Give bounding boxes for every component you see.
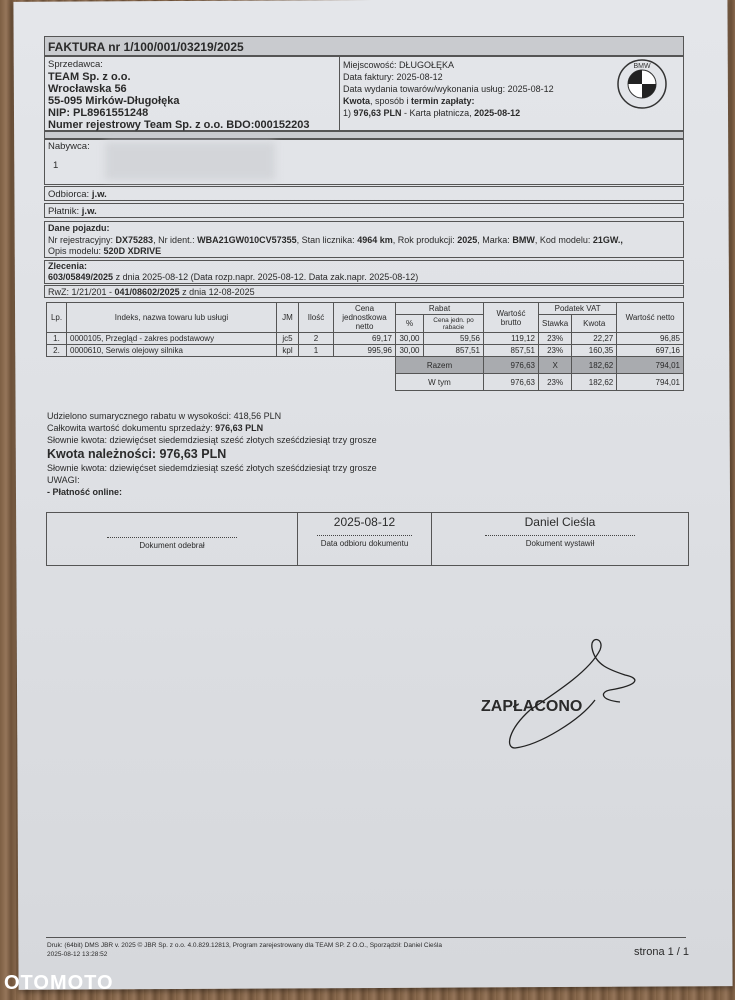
payer-label: Płatnik: — [48, 206, 80, 217]
total-net: 794,01 — [617, 357, 684, 374]
notes-label: UWAGI: — [47, 475, 80, 485]
seller-city: 55-095 Mirków-Długołęka — [48, 95, 180, 107]
issue-label: Data wydania towarów/wykonania usług: — [343, 84, 506, 94]
cell-gross: 119,12 — [484, 333, 539, 345]
buyer-box — [44, 139, 684, 185]
col-price: Cena jednostkowa netto — [334, 303, 396, 333]
total-doc-value: 976,63 PLN — [215, 423, 264, 433]
cell-rate: 23% — [539, 345, 572, 357]
vin-label: , Nr ident.: — [153, 234, 195, 245]
col-pct: % — [396, 315, 424, 333]
cell-price: 69,17 — [334, 333, 396, 345]
discount-label: Udzielono sumarycznego rabatu w wysokości: — [47, 411, 232, 421]
payer-value: j.w. — [81, 206, 97, 217]
make: BMW — [512, 234, 535, 245]
words-value-2: dziewięćset siedemdziesiąt sześć złotych sześćdziesiąt trzy grosze — [109, 463, 377, 473]
seller-reg: Numer rejestrowy Team Sp. z o.o. BDO:000152203 — [48, 119, 310, 131]
vehicle-box — [44, 221, 684, 258]
pay-date: 2025-08-12 — [474, 108, 521, 118]
col-qty: Ilość — [299, 303, 334, 333]
seller-label: Sprzedawca: — [48, 59, 103, 70]
invoice-title: FAKTURA nr 1/100/001/03219/2025 — [48, 40, 244, 54]
cell-qty: 2 — [299, 333, 334, 345]
order-details: z dnia 2025-08-12 (Data rozp.napr. 2025-08-12. Data zak.napr. 2025-08-12) — [113, 272, 419, 282]
discount-value: 418,56 PLN — [233, 411, 282, 421]
col-net: Wartość netto — [617, 303, 684, 333]
issuer-name: Daniel Cieśla — [524, 515, 596, 529]
cell-lp: 1. — [47, 333, 67, 345]
signature-box — [46, 512, 689, 566]
words-label: Słownie kwota: — [47, 435, 108, 445]
footer — [47, 941, 442, 959]
footer-divider — [46, 937, 686, 938]
model-code: 21GW., — [592, 234, 623, 245]
invoice-date: 2025-08-12 — [396, 72, 443, 82]
print-datetime: 2025-08-12 13:28:52 — [47, 951, 108, 958]
reg-label: Nr rejestracyjny: — [48, 234, 114, 245]
total-doc-label: Całkowita wartość dokumentu sprzedaży: — [47, 423, 213, 433]
col-vat: Podatek VAT — [539, 303, 617, 315]
odometer: 4964 km — [357, 234, 393, 245]
col-lp: Lp. — [47, 303, 67, 333]
reg-number: DX75283 — [115, 234, 154, 245]
date-label: Data faktury: — [343, 72, 395, 82]
cell-amount: 160,35 — [572, 345, 617, 357]
rwz-number: 041/08602/2025 — [114, 287, 180, 297]
recipient-label: Odbiorca: — [48, 189, 90, 200]
pay-prefix: 1) — [343, 108, 354, 118]
words-label-2: Słownie kwota: — [47, 463, 108, 473]
received-cell — [47, 513, 298, 565]
bmw-logo-icon — [615, 57, 669, 111]
model-label: Opis modelu: — [48, 246, 102, 256]
cell-pct: 30,00 — [396, 345, 424, 357]
print-info: Druk: (64bit) DMS JBR v. 2025 © JBR Sp. z o.o. 4.0.829.12813, Program zarejestrowany dla TEAM SP. Z O.O., Sporządził: Daniel Cieśla — [47, 942, 442, 949]
info-box — [339, 56, 684, 131]
odo-label: , Stan licznika: — [296, 234, 355, 245]
recipient-value: j.w. — [91, 189, 107, 200]
seller-box — [44, 56, 340, 131]
cell-name: 0000105, Przegląd - zakres podstawowy — [67, 333, 277, 345]
table-row — [47, 345, 684, 357]
title-bar — [44, 36, 684, 56]
signature-scribble-icon — [500, 630, 650, 760]
cell-jm: kpl — [277, 345, 299, 357]
incl-row — [47, 374, 684, 391]
recipient-row — [44, 186, 684, 201]
pay-amount: 976,63 PLN — [353, 108, 402, 118]
place: DŁUGOŁĘKA — [399, 60, 455, 70]
payer-row — [44, 203, 684, 218]
received-label: Dokument odebrał — [139, 541, 205, 550]
pay-label-amount: Kwota — [343, 96, 370, 106]
total-amount: 182,62 — [572, 357, 617, 374]
cell-lp: 2. — [47, 345, 67, 357]
rwz-prefix: RwZ: 1/21/201 - — [48, 287, 115, 297]
redacted-area — [105, 142, 275, 180]
items-table — [46, 302, 684, 391]
page-number: strona 1 / 1 — [634, 946, 690, 958]
cell-pct: 30,00 — [396, 333, 424, 345]
divider-bar — [44, 131, 684, 139]
place-label: Miejscowość: — [343, 60, 397, 70]
date-label: Data odbioru dokumentu — [320, 539, 409, 548]
total-gross: 976,63 — [484, 357, 539, 374]
receipt-date: 2025-08-12 — [333, 515, 396, 529]
rwz-row — [44, 285, 684, 298]
col-name: Indeks, nazwa towaru lub usługi — [67, 303, 277, 333]
col-gross: Wartość brutto — [484, 303, 539, 333]
table-row — [47, 333, 684, 345]
notes-item: - Płatność online: — [47, 487, 123, 497]
total-row — [47, 357, 684, 374]
incl-gross: 976,63 — [484, 374, 539, 391]
incl-label: W tym — [396, 374, 484, 391]
model: 520D XDRIVE — [103, 246, 162, 256]
col-amount: Kwota — [572, 315, 617, 333]
col-rate: Stawka — [539, 315, 572, 333]
cell-price-after: 857,51 — [424, 345, 484, 357]
date-cell — [298, 513, 432, 565]
order-number: 603/05849/2025 — [48, 272, 114, 282]
words-value: dziewięćset siedemdziesiąt sześć złotych sześćdziesiąt trzy grosze — [109, 435, 377, 445]
issuer-cell — [432, 513, 688, 565]
col-rabat: Rabat — [396, 303, 484, 315]
cell-net: 697,16 — [617, 345, 684, 357]
seller-name: TEAM Sp. z o.o. — [48, 71, 131, 83]
cell-jm: jc5 — [277, 333, 299, 345]
table-header-row — [47, 303, 684, 315]
incl-rate: 23% — [539, 374, 572, 391]
cell-net: 96,85 — [617, 333, 684, 345]
col-jm: JM — [277, 303, 299, 333]
buyer-line: 1 — [53, 160, 59, 171]
incl-amount: 182,62 — [572, 374, 617, 391]
code-label: , Kod modelu: — [534, 234, 591, 245]
pay-method: - Karta płatnicza, — [401, 108, 475, 118]
orders-box — [44, 260, 684, 284]
pay-label-method: , sposób i — [370, 96, 412, 106]
make-label: , Marka: — [477, 234, 510, 245]
cell-qty: 1 — [299, 345, 334, 357]
cell-amount: 22,27 — [572, 333, 617, 345]
pay-label-term: termin zapłaty: — [411, 96, 475, 106]
cell-gross: 857,51 — [484, 345, 539, 357]
due-value: 976,63 PLN — [159, 447, 227, 461]
logo-text: BMW — [633, 63, 651, 70]
vin: WBA21GW010CV57355 — [197, 234, 297, 245]
orders-label: Zlecenia: — [48, 261, 88, 271]
total-label: Razem — [396, 357, 484, 374]
buyer-label: Nabywca: — [48, 141, 90, 152]
issue-date: 2025-08-12 — [507, 84, 554, 94]
otomoto-watermark: OTOMOTO — [4, 972, 114, 994]
vehicle-label: Dane pojazdu: — [48, 223, 110, 233]
paid-stamp: ZAPŁACONO — [481, 698, 583, 715]
cell-price: 995,96 — [334, 345, 396, 357]
seller-nip: NIP: PL8961551248 — [48, 107, 149, 119]
rwz-details: z dnia 12-08-2025 — [179, 287, 255, 297]
issuer-label: Dokument wystawił — [525, 539, 595, 548]
year: 2025 — [457, 234, 478, 245]
cell-rate: 23% — [539, 333, 572, 345]
total-rate: X — [539, 357, 572, 374]
seller-street: Wrocławska 56 — [48, 83, 127, 95]
col-price-after: Cena jedn. po rabacie — [424, 315, 484, 333]
due-label: Kwota należności: — [47, 447, 157, 461]
cell-name: 0000610, Serwis olejowy silnika — [67, 345, 277, 357]
incl-net: 794,01 — [617, 374, 684, 391]
year-label: , Rok produkcji: — [392, 234, 455, 245]
summary — [47, 410, 377, 498]
cell-price-after: 59,56 — [424, 333, 484, 345]
